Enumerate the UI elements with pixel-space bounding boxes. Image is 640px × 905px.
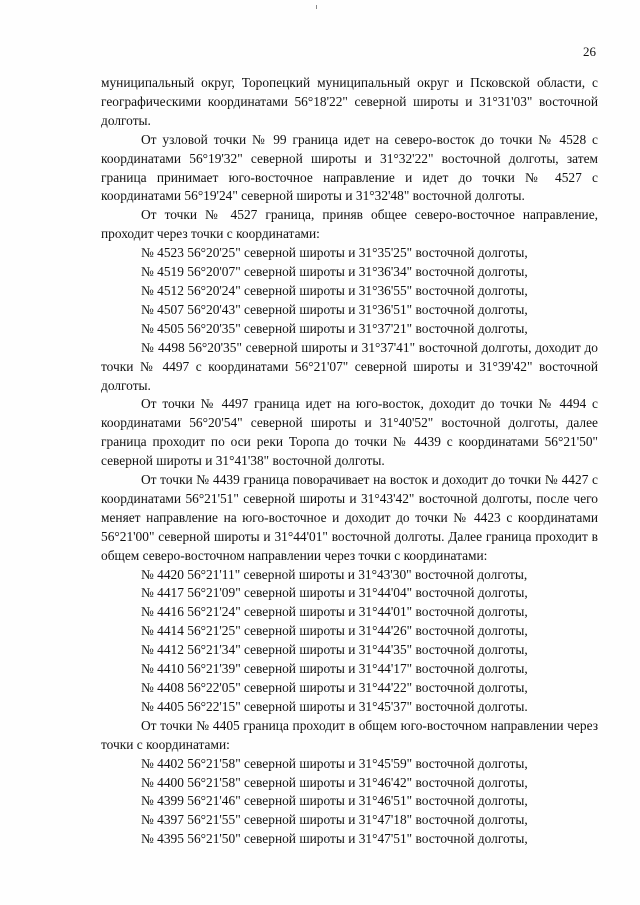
coordinate-line: № 4402 56°21'58" северной широты и 31°45'59" восточной долготы,: [141, 755, 528, 771]
scan-mark: [316, 5, 317, 9]
paragraph: № 4498 56°20'35" северной широты и 31°37'41" восточной долготы, доходит до точки № 4497 с координатами 56°21'07" северной широты и 31°39'42" восточной долготы.: [101, 339, 598, 393]
coordinate-line: № 4400 56°21'58" северной широты и 31°46'42" восточной долготы,: [141, 774, 528, 790]
paragraph: От точки № 4439 граница поворачивает на восток и доходит до точки № 4427 с координатами 56°21'51" северной широты и 31°43'42" восточной долготы, после чего меняет направление на юго-восточное и доходит до точки № 4423 с координатами 56°21'00" северной широты и 31°44'01" восточной долготы. Далее граница проходит в общем северо-восточном направлении через точки с координатами:: [101, 472, 598, 563]
paragraph: От точки № 4497 граница идет на юго-восток, доходит до точки № 4494 с координатами 56°20'54" северной широты и 31°40'52" восточной долготы, далее граница проходит по оси реки Торопа до точки № 4439 с координатами 56°21'50" северной широты и 31°41'38" восточной долготы.: [101, 396, 598, 469]
coordinate-line: № 4397 56°21'55" северной широты и 31°47'18" восточной долготы,: [141, 812, 528, 828]
coordinate-line: № 4395 56°21'50" северной широты и 31°47'51" восточной долготы,: [141, 831, 528, 847]
coordinate-line: № 4410 56°21'39" северной широты и 31°44'17" восточной долготы,: [141, 661, 528, 677]
coordinate-line: № 4408 56°22'05" северной широты и 31°44'22" восточной долготы,: [141, 680, 528, 695]
coordinate-line: № 4417 56°21'09" северной широты и 31°44'04" восточной долготы,: [141, 585, 528, 601]
paragraph: От узловой точки № 99 граница идет на северо-восток до точки № 4528 с координатами 56°19'32" северной широты и 31°32'22" восточной долготы, затем граница принимает юго-восточное направление и идет до точки № 4527 с координатами 56°19'24" северной широты и 31°32'48" восточной долготы.: [101, 131, 598, 204]
paragraph: От точки № 4405 граница проходит в общем юго-восточном направлении через точки с координатами:: [101, 717, 598, 752]
document-body: [101, 74, 598, 849]
page-number: 26: [583, 44, 596, 59]
coordinate-line: № 4416 56°21'24" северной широты и 31°44'01" восточной долготы,: [141, 604, 528, 620]
coordinate-line: № 4405 56°22'15" северной широты и 31°45'37" восточной долготы.: [141, 698, 528, 714]
coordinate-line: № 4399 56°21'46" северной широты и 31°46'51" восточной долготы,: [141, 793, 528, 809]
coordinate-line: № 4507 56°20'43" северной широты и 31°36'51" восточной долготы,: [141, 301, 528, 317]
paragraph: От точки № 4527 граница, приняв общее северо-восточное направление, проходит через точки с координатами:: [101, 207, 598, 242]
coordinate-line: № 4519 56°20'07" северной широты и 31°36'34" восточной долготы,: [141, 264, 528, 280]
coordinate-line: № 4414 56°21'25" северной широты и 31°44'26" восточной долготы,: [141, 623, 528, 639]
coordinate-line: № 4523 56°20'25" северной широты и 31°35'25" восточной долготы,: [141, 245, 528, 261]
coordinate-line: № 4412 56°21'34" северной широты и 31°44'35" восточной долготы,: [141, 642, 528, 658]
coordinate-line: № 4512 56°20'24" северной широты и 31°36'55" восточной долготы,: [141, 282, 528, 298]
coordinate-line: № 4420 56°21'11" северной широты и 31°43'30" восточной долготы,: [141, 566, 528, 582]
coordinate-line: № 4505 56°20'35" северной широты и 31°37'21" восточной долготы,: [141, 320, 528, 336]
paragraph: муниципальный округ, Торопецкий муниципальный округ и Псковской области, с географическими координатами 56°18'22" северной широты и 31°31'03" восточной долготы.: [101, 75, 598, 128]
